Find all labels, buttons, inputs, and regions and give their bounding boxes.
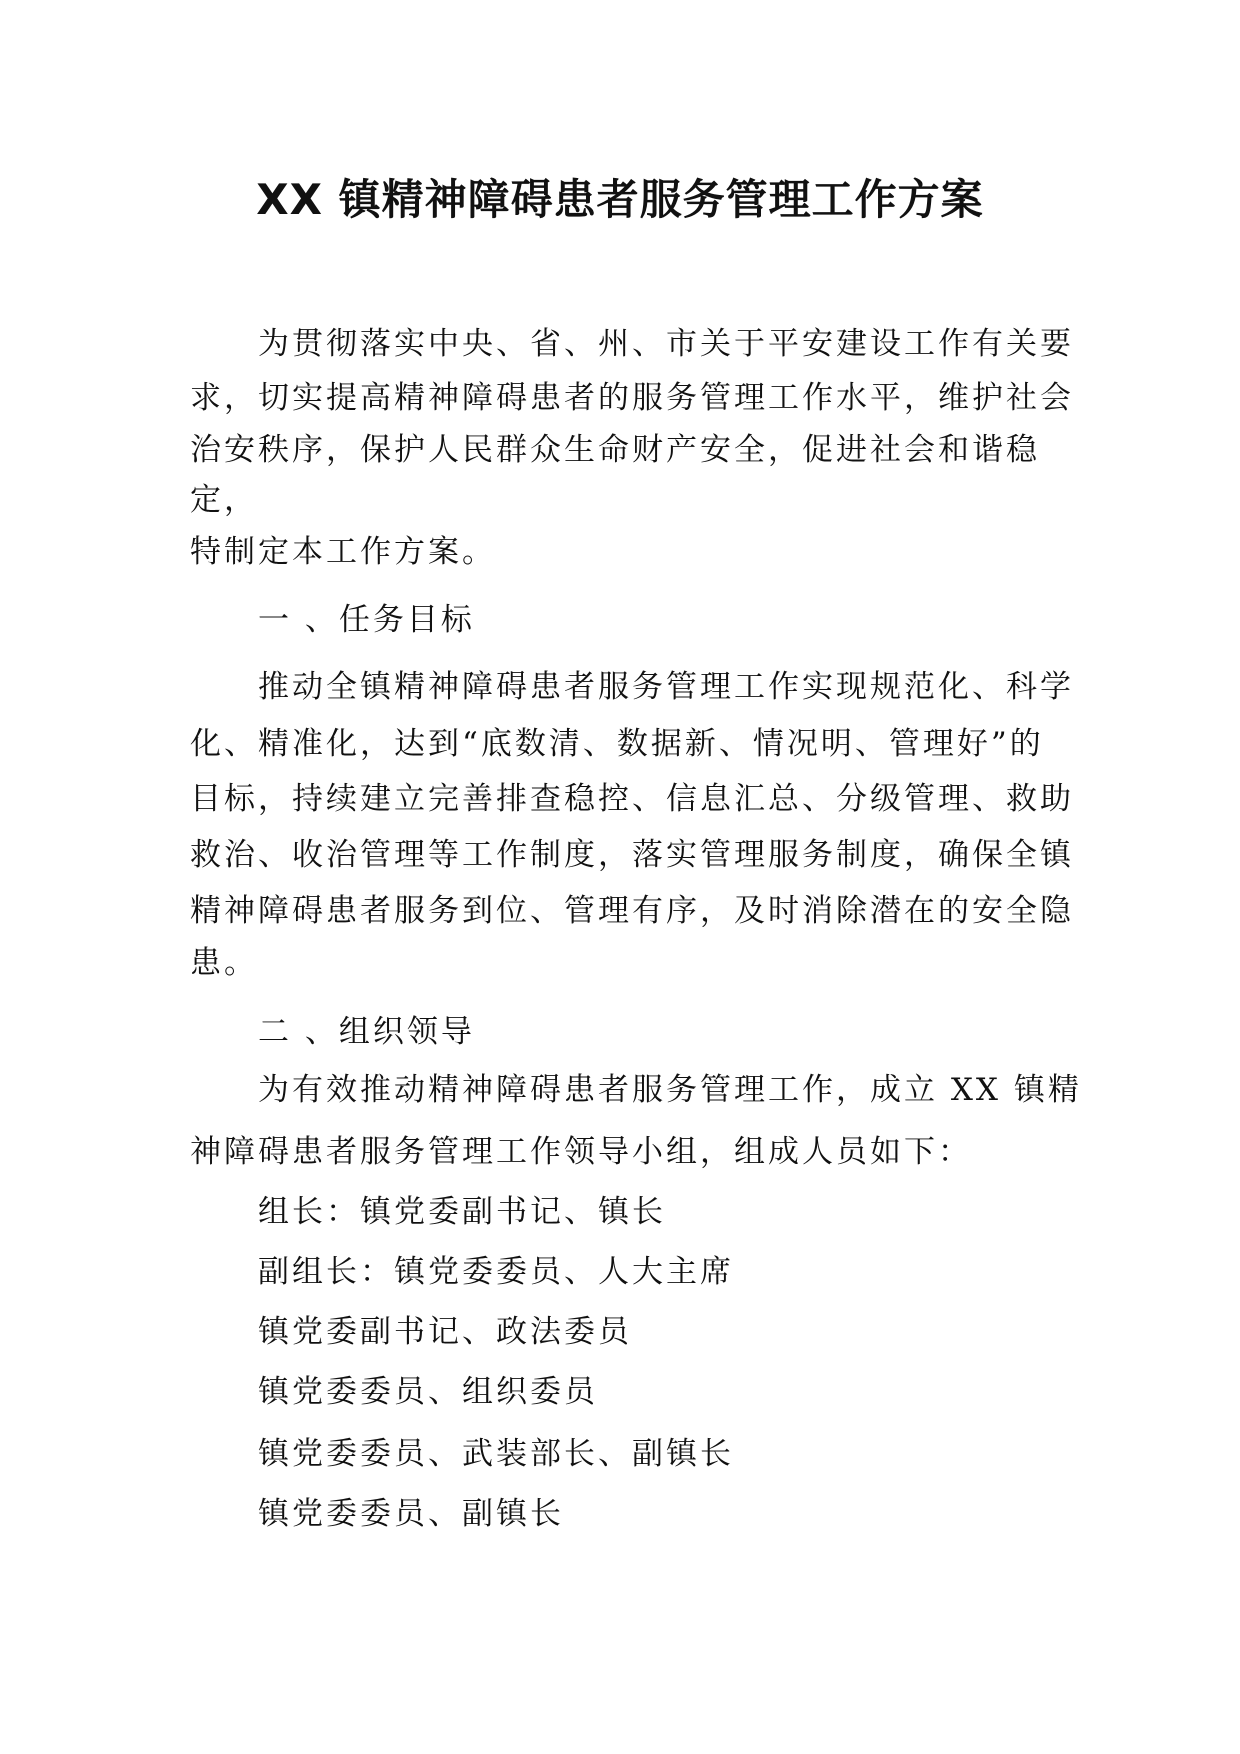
member-line: 镇党委委员、武装部长、副镇长 xyxy=(258,1436,734,1472)
intro-line: 治安秩序，保护人民群众生命财产安全，促进社会和谐稳 xyxy=(190,432,1040,468)
section-heading-task-goals: 一 、任务目标 xyxy=(258,602,475,638)
section1-line: 救治、收治管理等工作制度，落实管理服务制度，确保全镇 xyxy=(190,837,1074,873)
section-heading-organization: 二 、组织领导 xyxy=(258,1014,475,1050)
member-line: 镇党委副书记、政法委员 xyxy=(258,1314,632,1350)
member-line: 镇党委委员、副镇长 xyxy=(258,1496,564,1532)
section1-line: 化、精准化，达到“底数清、数据新、情况明、管理好”的 xyxy=(190,726,1044,762)
member-line: 组长：镇党委副书记、镇长 xyxy=(258,1194,666,1230)
intro-line: 特制定本工作方案。 xyxy=(190,534,496,570)
intro-line: 为贯彻落实中央、省、州、市关于平安建设工作有关要 xyxy=(258,326,1074,362)
section1-line: 患。 xyxy=(190,945,258,981)
intro-line: 定， xyxy=(190,482,258,518)
section2-line: 为有效推动精神障碍患者服务管理工作，成立 XX 镇精 xyxy=(258,1072,1082,1108)
section2-line: 神障碍患者服务管理工作领导小组，组成人员如下： xyxy=(190,1134,972,1170)
section1-line: 精神障碍患者服务到位、管理有序，及时消除潜在的安全隐 xyxy=(190,893,1074,929)
member-line: 镇党委委员、组织委员 xyxy=(258,1374,598,1410)
section1-line: 目标，持续建立完善排查稳控、信息汇总、分级管理、救助 xyxy=(190,781,1074,817)
member-line: 副组长：镇党委委员、人大主席 xyxy=(258,1254,734,1290)
intro-line: 求，切实提高精神障碍患者的服务管理工作水平，维护社会 xyxy=(190,380,1074,416)
document-title: XX 镇精神障碍患者服务管理工作方案 xyxy=(256,175,984,224)
section1-line: 推动全镇精神障碍患者服务管理工作实现规范化、科学 xyxy=(258,669,1074,705)
